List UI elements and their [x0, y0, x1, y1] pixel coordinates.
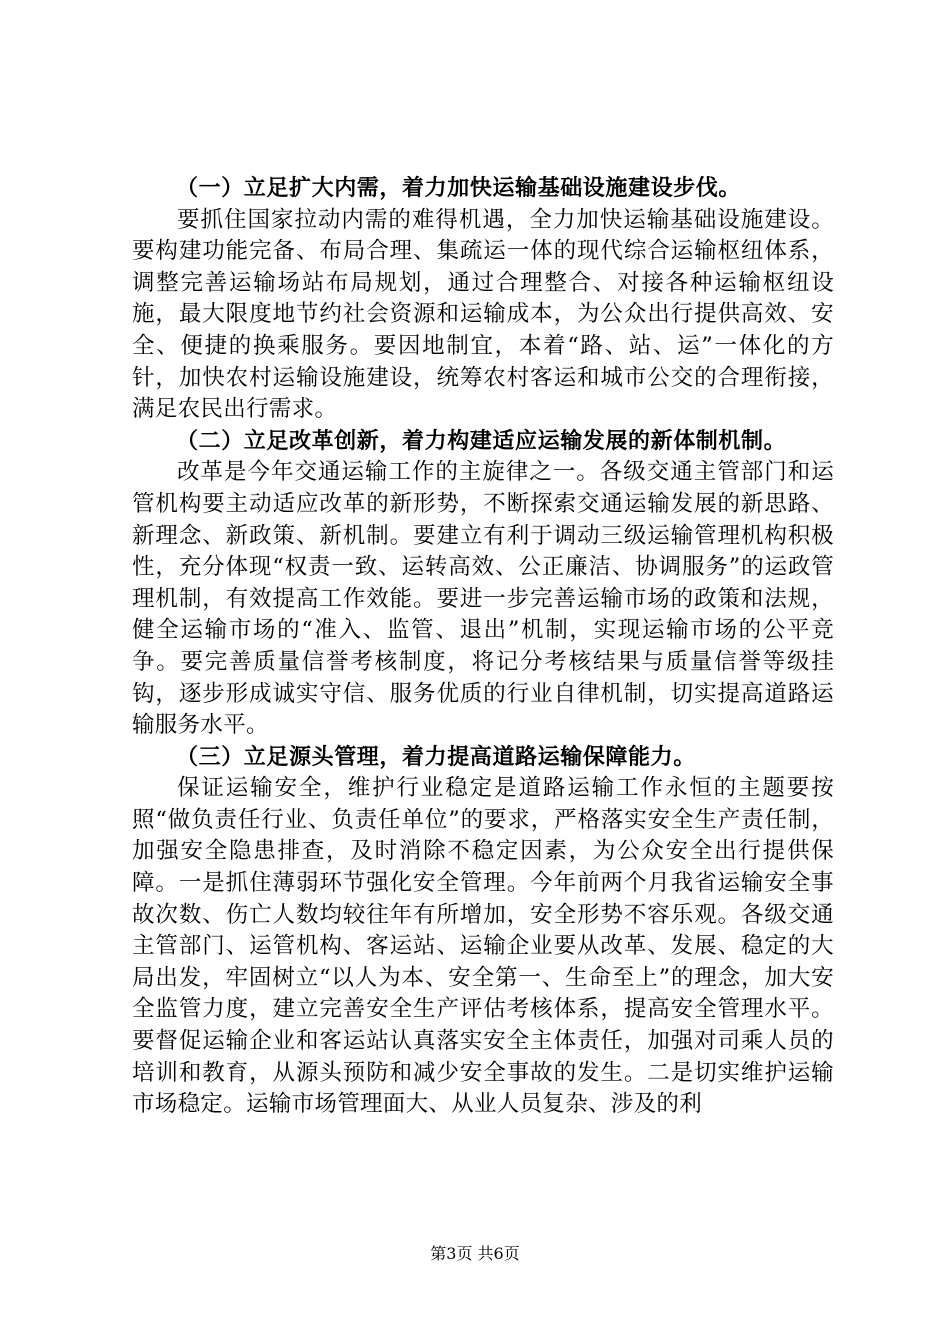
- section-heading-3: （三）立足源头管理，着力提高道路运输保障能力。: [176, 744, 696, 770]
- section-2-paragraph: 改革是今年交通运输工作的主旋律之一。各级交通主管部门和运管机构要主动适应改革的新形势，不断探索交通运输发展的新思路、新理念、新政策、新机制。要建立有利于调动三级运输管理机构积极性，充分体现“权责一致、运转高效、公正廉洁、协调服务”的运政管理机制，有效提高工作效能。要进一步完善运输市场的政策和法规，健全运输市场的“准入、监管、退出”机制，实现运输市场的公平竞争。要完善质量信誉考核制度，将记分考核结果与质量信誉等级挂钩，逐步形成诚实守信、服务优质的行业自律机制，切实提高道路运输服务水平。: [132, 459, 834, 739]
- page-number-footer: 第3页 共6页: [430, 1244, 520, 1263]
- section-3-paragraph: 保证运输安全，维护行业稳定是道路运输工作永恒的主题要按照“做负责任行业、负责任单位”的要求，严格落实安全生产责任制，加强安全隐患排查，及时消除不稳定因素，为公众安全出行提供保障。一是抓住薄弱环节强化安全管理。今年前两个月我省运输安全事故次数、伤亡人数均较往年有所增加，安全形势不容乐观。各级交通主管部门、运管机构、客运站、运输企业要从改革、发展、稳定的大局出发，牢固树立“以人为本、安全第一、生命至上”的理念，加大安全监管力度，建立完善安全生产评估考核体系，提高安全管理水平。要督促运输企业和客运站认真落实安全主体责任，加强对司乘人员的培训和教育，从源头预防和减少安全事故的发生。二是切实维护运输市场稳定。运输市场管理面大、从业人员复杂、涉及的利: [132, 775, 834, 1118]
- section-heading-2: （二）立足改革创新，着力构建适应运输发展的新体制机制。: [176, 428, 787, 454]
- document-body: [132, 173, 834, 1121]
- section-1-paragraph: 要抓住国家拉动内需的难得机遇，全力加快运输基础设施建设。要构建功能完备、布局合理、集疏运一体的现代综合运输枢纽体系，调整完善运输场站布局规划，通过合理整合、对接各种运输枢纽设施，最大限度地节约社会资源和运输成本，为公众出行提供高效、安全、便捷的换乘服务。要因地制宜，本着“路、站、运”一体化的方针，加快农村运输设施建设，统筹农村客运和城市公交的合理衔接，满足农民出行需求。: [132, 206, 834, 423]
- section-heading-1: （一）立足扩大内需，着力加快运输基础设施建设步伐。: [176, 176, 742, 201]
